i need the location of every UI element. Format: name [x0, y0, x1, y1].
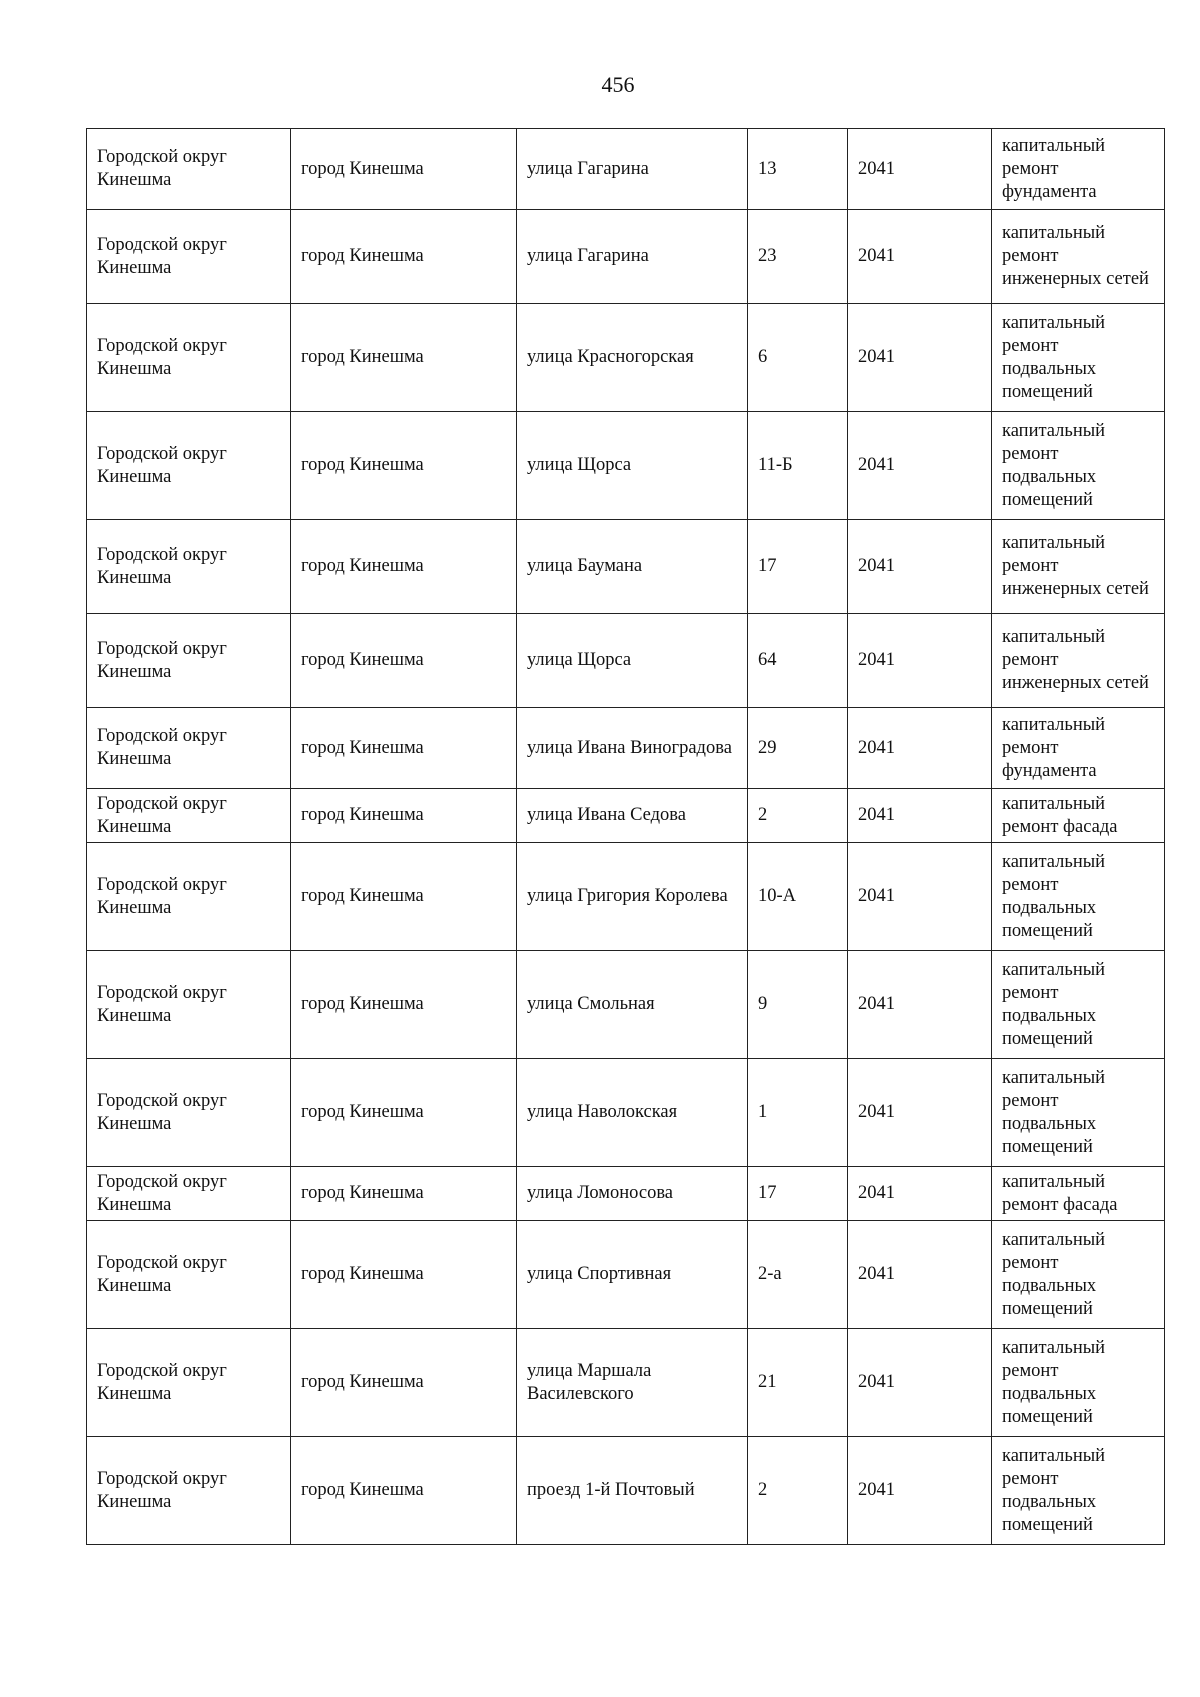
work-type-cell: капитальный ремонт фасада: [992, 789, 1165, 843]
table-body: [87, 129, 1165, 1545]
street-cell: улица Смольная: [517, 951, 748, 1059]
district-cell: Городской округ Кинешма: [87, 1059, 291, 1167]
work-type-cell: капитальный ремонт подвальных помещений: [992, 843, 1165, 951]
table-row: [87, 1437, 1165, 1545]
street-cell: улица Щорса: [517, 412, 748, 520]
table-row: [87, 1221, 1165, 1329]
house-number-cell: 10-А: [748, 843, 848, 951]
table-row: [87, 129, 1165, 210]
year-cell: 2041: [848, 304, 992, 412]
table-row: [87, 708, 1165, 789]
district-cell: Городской округ Кинешма: [87, 1221, 291, 1329]
house-number-cell: 13: [748, 129, 848, 210]
work-type-cell: капитальный ремонт фундамента: [992, 708, 1165, 789]
table-row: [87, 520, 1165, 614]
year-cell: 2041: [848, 1437, 992, 1545]
street-cell: улица Маршала Василевского: [517, 1329, 748, 1437]
house-number-cell: 11-Б: [748, 412, 848, 520]
district-cell: Городской округ Кинешма: [87, 520, 291, 614]
year-cell: 2041: [848, 789, 992, 843]
table-row: [87, 412, 1165, 520]
work-type-cell: капитальный ремонт инженерных сетей: [992, 614, 1165, 708]
locality-cell: город Кинешма: [291, 789, 517, 843]
street-cell: улица Гагарина: [517, 129, 748, 210]
table-row: [87, 1329, 1165, 1437]
street-cell: улица Щорса: [517, 614, 748, 708]
year-cell: 2041: [848, 412, 992, 520]
house-number-cell: 23: [748, 210, 848, 304]
street-cell: улица Григория Королева: [517, 843, 748, 951]
house-number-cell: 21: [748, 1329, 848, 1437]
district-cell: Городской округ Кинешма: [87, 210, 291, 304]
house-number-cell: 64: [748, 614, 848, 708]
locality-cell: город Кинешма: [291, 614, 517, 708]
table-row: [87, 210, 1165, 304]
work-type-cell: капитальный ремонт инженерных сетей: [992, 520, 1165, 614]
work-type-cell: капитальный ремонт подвальных помещений: [992, 1059, 1165, 1167]
year-cell: 2041: [848, 210, 992, 304]
house-number-cell: 2-а: [748, 1221, 848, 1329]
year-cell: 2041: [848, 129, 992, 210]
street-cell: улица Ломоносова: [517, 1167, 748, 1221]
work-type-cell: капитальный ремонт подвальных помещений: [992, 951, 1165, 1059]
house-number-cell: 29: [748, 708, 848, 789]
year-cell: 2041: [848, 614, 992, 708]
locality-cell: город Кинешма: [291, 412, 517, 520]
locality-cell: город Кинешма: [291, 520, 517, 614]
locality-cell: город Кинешма: [291, 951, 517, 1059]
locality-cell: город Кинешма: [291, 210, 517, 304]
table-row: [87, 951, 1165, 1059]
street-cell: улица Ивана Седова: [517, 789, 748, 843]
table-row: [87, 1167, 1165, 1221]
house-number-cell: 9: [748, 951, 848, 1059]
street-cell: улица Баумана: [517, 520, 748, 614]
page-number: 456: [601, 72, 635, 97]
work-type-cell: капитальный ремонт подвальных помещений: [992, 1221, 1165, 1329]
house-number-cell: 2: [748, 789, 848, 843]
district-cell: Городской округ Кинешма: [87, 129, 291, 210]
street-cell: улица Спортивная: [517, 1221, 748, 1329]
year-cell: 2041: [848, 1059, 992, 1167]
locality-cell: город Кинешма: [291, 1059, 517, 1167]
locality-cell: город Кинешма: [291, 1437, 517, 1545]
repair-schedule-table: [86, 128, 1165, 1545]
district-cell: Городской округ Кинешма: [87, 1437, 291, 1545]
house-number-cell: 2: [748, 1437, 848, 1545]
district-cell: Городской округ Кинешма: [87, 708, 291, 789]
work-type-cell: капитальный ремонт подвальных помещений: [992, 1329, 1165, 1437]
year-cell: 2041: [848, 843, 992, 951]
locality-cell: город Кинешма: [291, 1221, 517, 1329]
street-cell: улица Гагарина: [517, 210, 748, 304]
work-type-cell: капитальный ремонт подвальных помещений: [992, 304, 1165, 412]
table-row: [87, 1059, 1165, 1167]
district-cell: Городской округ Кинешма: [87, 614, 291, 708]
locality-cell: город Кинешма: [291, 1329, 517, 1437]
work-type-cell: капитальный ремонт подвальных помещений: [992, 1437, 1165, 1545]
locality-cell: город Кинешма: [291, 843, 517, 951]
table-row: [87, 614, 1165, 708]
year-cell: 2041: [848, 1167, 992, 1221]
table-row: [87, 843, 1165, 951]
street-cell: проезд 1-й Почтовый: [517, 1437, 748, 1545]
house-number-cell: 6: [748, 304, 848, 412]
house-number-cell: 17: [748, 1167, 848, 1221]
year-cell: 2041: [848, 520, 992, 614]
street-cell: улица Наволокская: [517, 1059, 748, 1167]
house-number-cell: 17: [748, 520, 848, 614]
district-cell: Городской округ Кинешма: [87, 951, 291, 1059]
house-number-cell: 1: [748, 1059, 848, 1167]
district-cell: Городской округ Кинешма: [87, 1167, 291, 1221]
work-type-cell: капитальный ремонт фасада: [992, 1167, 1165, 1221]
district-cell: Городской округ Кинешма: [87, 843, 291, 951]
locality-cell: город Кинешма: [291, 129, 517, 210]
table-row: [87, 789, 1165, 843]
locality-cell: город Кинешма: [291, 304, 517, 412]
district-cell: Городской округ Кинешма: [87, 412, 291, 520]
district-cell: Городской округ Кинешма: [87, 1329, 291, 1437]
year-cell: 2041: [848, 1329, 992, 1437]
locality-cell: город Кинешма: [291, 1167, 517, 1221]
district-cell: Городской округ Кинешма: [87, 789, 291, 843]
year-cell: 2041: [848, 1221, 992, 1329]
work-type-cell: капитальный ремонт подвальных помещений: [992, 412, 1165, 520]
year-cell: 2041: [848, 951, 992, 1059]
street-cell: улица Ивана Виноградова: [517, 708, 748, 789]
locality-cell: город Кинешма: [291, 708, 517, 789]
work-type-cell: капитальный ремонт фундамента: [992, 129, 1165, 210]
street-cell: улица Красногорская: [517, 304, 748, 412]
year-cell: 2041: [848, 708, 992, 789]
work-type-cell: капитальный ремонт инженерных сетей: [992, 210, 1165, 304]
table-row: [87, 304, 1165, 412]
district-cell: Городской округ Кинешма: [87, 304, 291, 412]
